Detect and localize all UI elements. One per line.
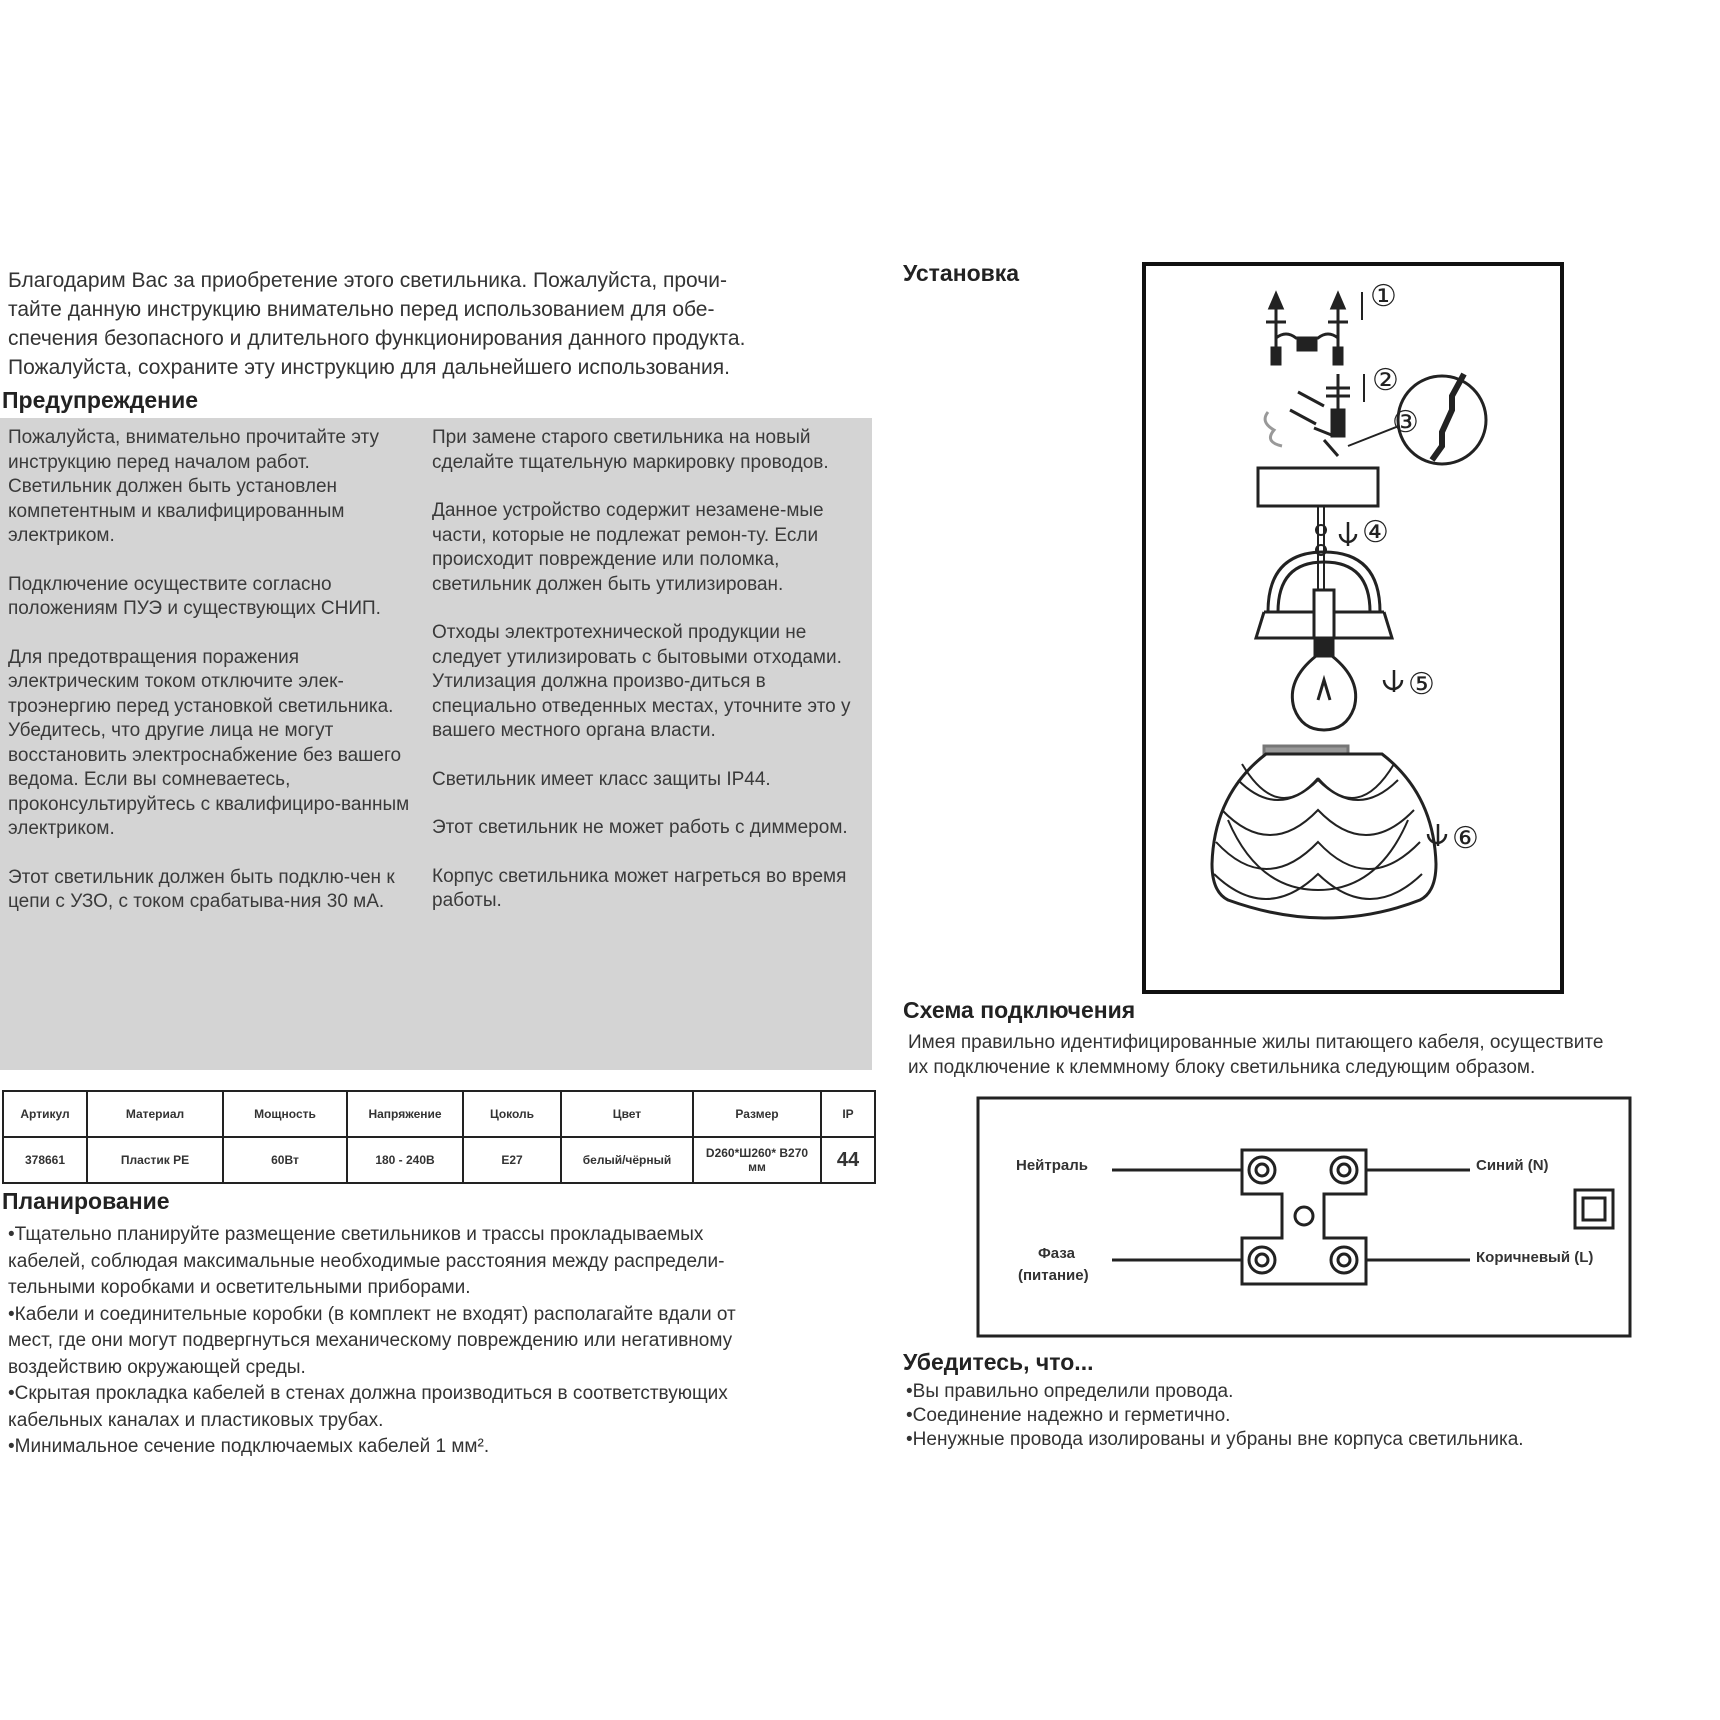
step-label: ② <box>1372 363 1399 398</box>
phase-label-sub: (питание) <box>1018 1267 1089 1284</box>
table-cell: D260*Ш260* В270 мм <box>693 1137 821 1183</box>
table-cell: 180 - 240В <box>347 1137 463 1183</box>
wiring-title: Схема подключения <box>903 997 1136 1023</box>
wiring-text: Имея правильно идентифицированные жилы питающего кабеля, осуществите их подключение к клеммному блоку светильника следующим образом. <box>908 1032 1604 1078</box>
warning-right-column: При замене старого светильника на новый сделайте тщательную маркировку проводов. Данное устройство содержит незамене-мые части, которые не подлежат ремон-ту. Если происходит повреждение или поломка, светильник должен быть утилизирован. Отходы электротехнической продукции не следует утилизировать с бытовыми отходами. Утилизация должна произво-диться в специально отведенных местах, уточните это у вашего местного органа власти. Светильник имеет класс защиты IP44. Этот светильник не может работь с диммером. Корпус светильника может нагреться во время работы. <box>432 427 851 911</box>
table-header-cell: Напряжение <box>347 1091 463 1137</box>
wiring-diagram <box>976 1096 1634 1340</box>
table-row <box>3 1137 875 1183</box>
table-header-cell: Артикул <box>3 1091 87 1137</box>
warning-title: Предупреждение <box>2 387 198 413</box>
phase-label: Фаза <box>1038 1245 1075 1262</box>
table-header-cell: Размер <box>693 1091 821 1137</box>
table-cell: 378661 <box>3 1137 87 1183</box>
spec-table <box>2 1090 876 1184</box>
warning-left-column: Пожалуйста, внимательно прочитайте эту инструкцию перед началом работ. Светильник должен быть установлен компетентным и квалифицированным электриком. Подключение осуществите согласно положениям ПУЭ и существующих СНИП. Для предотвращения поражения электрическим током отключите элек-троэнергию перед установкой светильника. Убедитесь, что другие лица не могут восстановить электроснабжение без вашего ведома. Если вы сомневаетесь, проконсультируйтесь с квалифициро-ванным электриком. Этот светильник должен быть подклю-чен к цепи с УЗО, с током срабатыва-ния 30 мА. <box>8 427 410 912</box>
table-header-cell: Мощность <box>223 1091 347 1137</box>
table-cell: белый/чёрный <box>561 1137 693 1183</box>
table-cell: E27 <box>463 1137 561 1183</box>
intro-text: Благодарим Вас за приобретение этого светильника. Пожалуйста, прочи- тайте данную инструкцию внимательно перед использованием для обе- спечения безопасного и длительного функционирования данного продукта. Пожалуйста, сохраните эту инструкцию для дальнейшего использования. <box>8 269 746 379</box>
table-header-cell: Материал <box>87 1091 223 1137</box>
check-title: Убедитесь, что... <box>903 1349 1094 1375</box>
step-label: ① <box>1370 279 1397 314</box>
installation-title: Установка <box>903 260 1020 286</box>
planning-text: •Тщательно планируйте размещение светильников и трассы прокладываемых кабелей, соблюдая максимальные необходимые расстояния между распредели- тельными коробками и осветительными приборами. •Кабели и соединительные коробки (в комплект не входят) располагайте вдали от мест, где они могут подвергнуться механическому повреждению или негативному воздействию окружающей среды. •Скрытая прокладка кабелей в стенах должна производиться в соответствующих кабельных каналах и пластиковых трубах. •Минимальное сечение подключаемых кабелей 1 мм². <box>8 1224 736 1457</box>
step-label: ⑤ <box>1408 667 1435 702</box>
blue-wire-label: Синий (N) <box>1476 1157 1549 1174</box>
table-cell: 60Вт <box>223 1137 347 1183</box>
neutral-label: Нейтраль <box>1016 1157 1088 1174</box>
step-label: ④ <box>1362 515 1389 550</box>
table-cell: Пластик PE <box>87 1137 223 1183</box>
planning-title: Планирование <box>2 1188 170 1214</box>
step-label: ③ <box>1392 405 1419 440</box>
warning-box <box>0 418 872 1070</box>
check-list: •Вы правильно определили провода. •Соединение надежно и герметично. •Ненужные провода изолированы и убраны вне корпуса светильника. <box>906 1381 1524 1450</box>
table-cell: 44 <box>821 1137 875 1183</box>
table-header-cell: Цвет <box>561 1091 693 1137</box>
installation-diagram <box>1138 260 1568 996</box>
step-label: ⑥ <box>1452 821 1479 856</box>
canopy-icon <box>1258 468 1378 506</box>
table-header-cell: Цоколь <box>463 1091 561 1137</box>
table-header-row <box>3 1091 875 1137</box>
table-header-cell: IP <box>821 1091 875 1137</box>
brown-wire-label: Коричневый (L) <box>1476 1249 1594 1266</box>
